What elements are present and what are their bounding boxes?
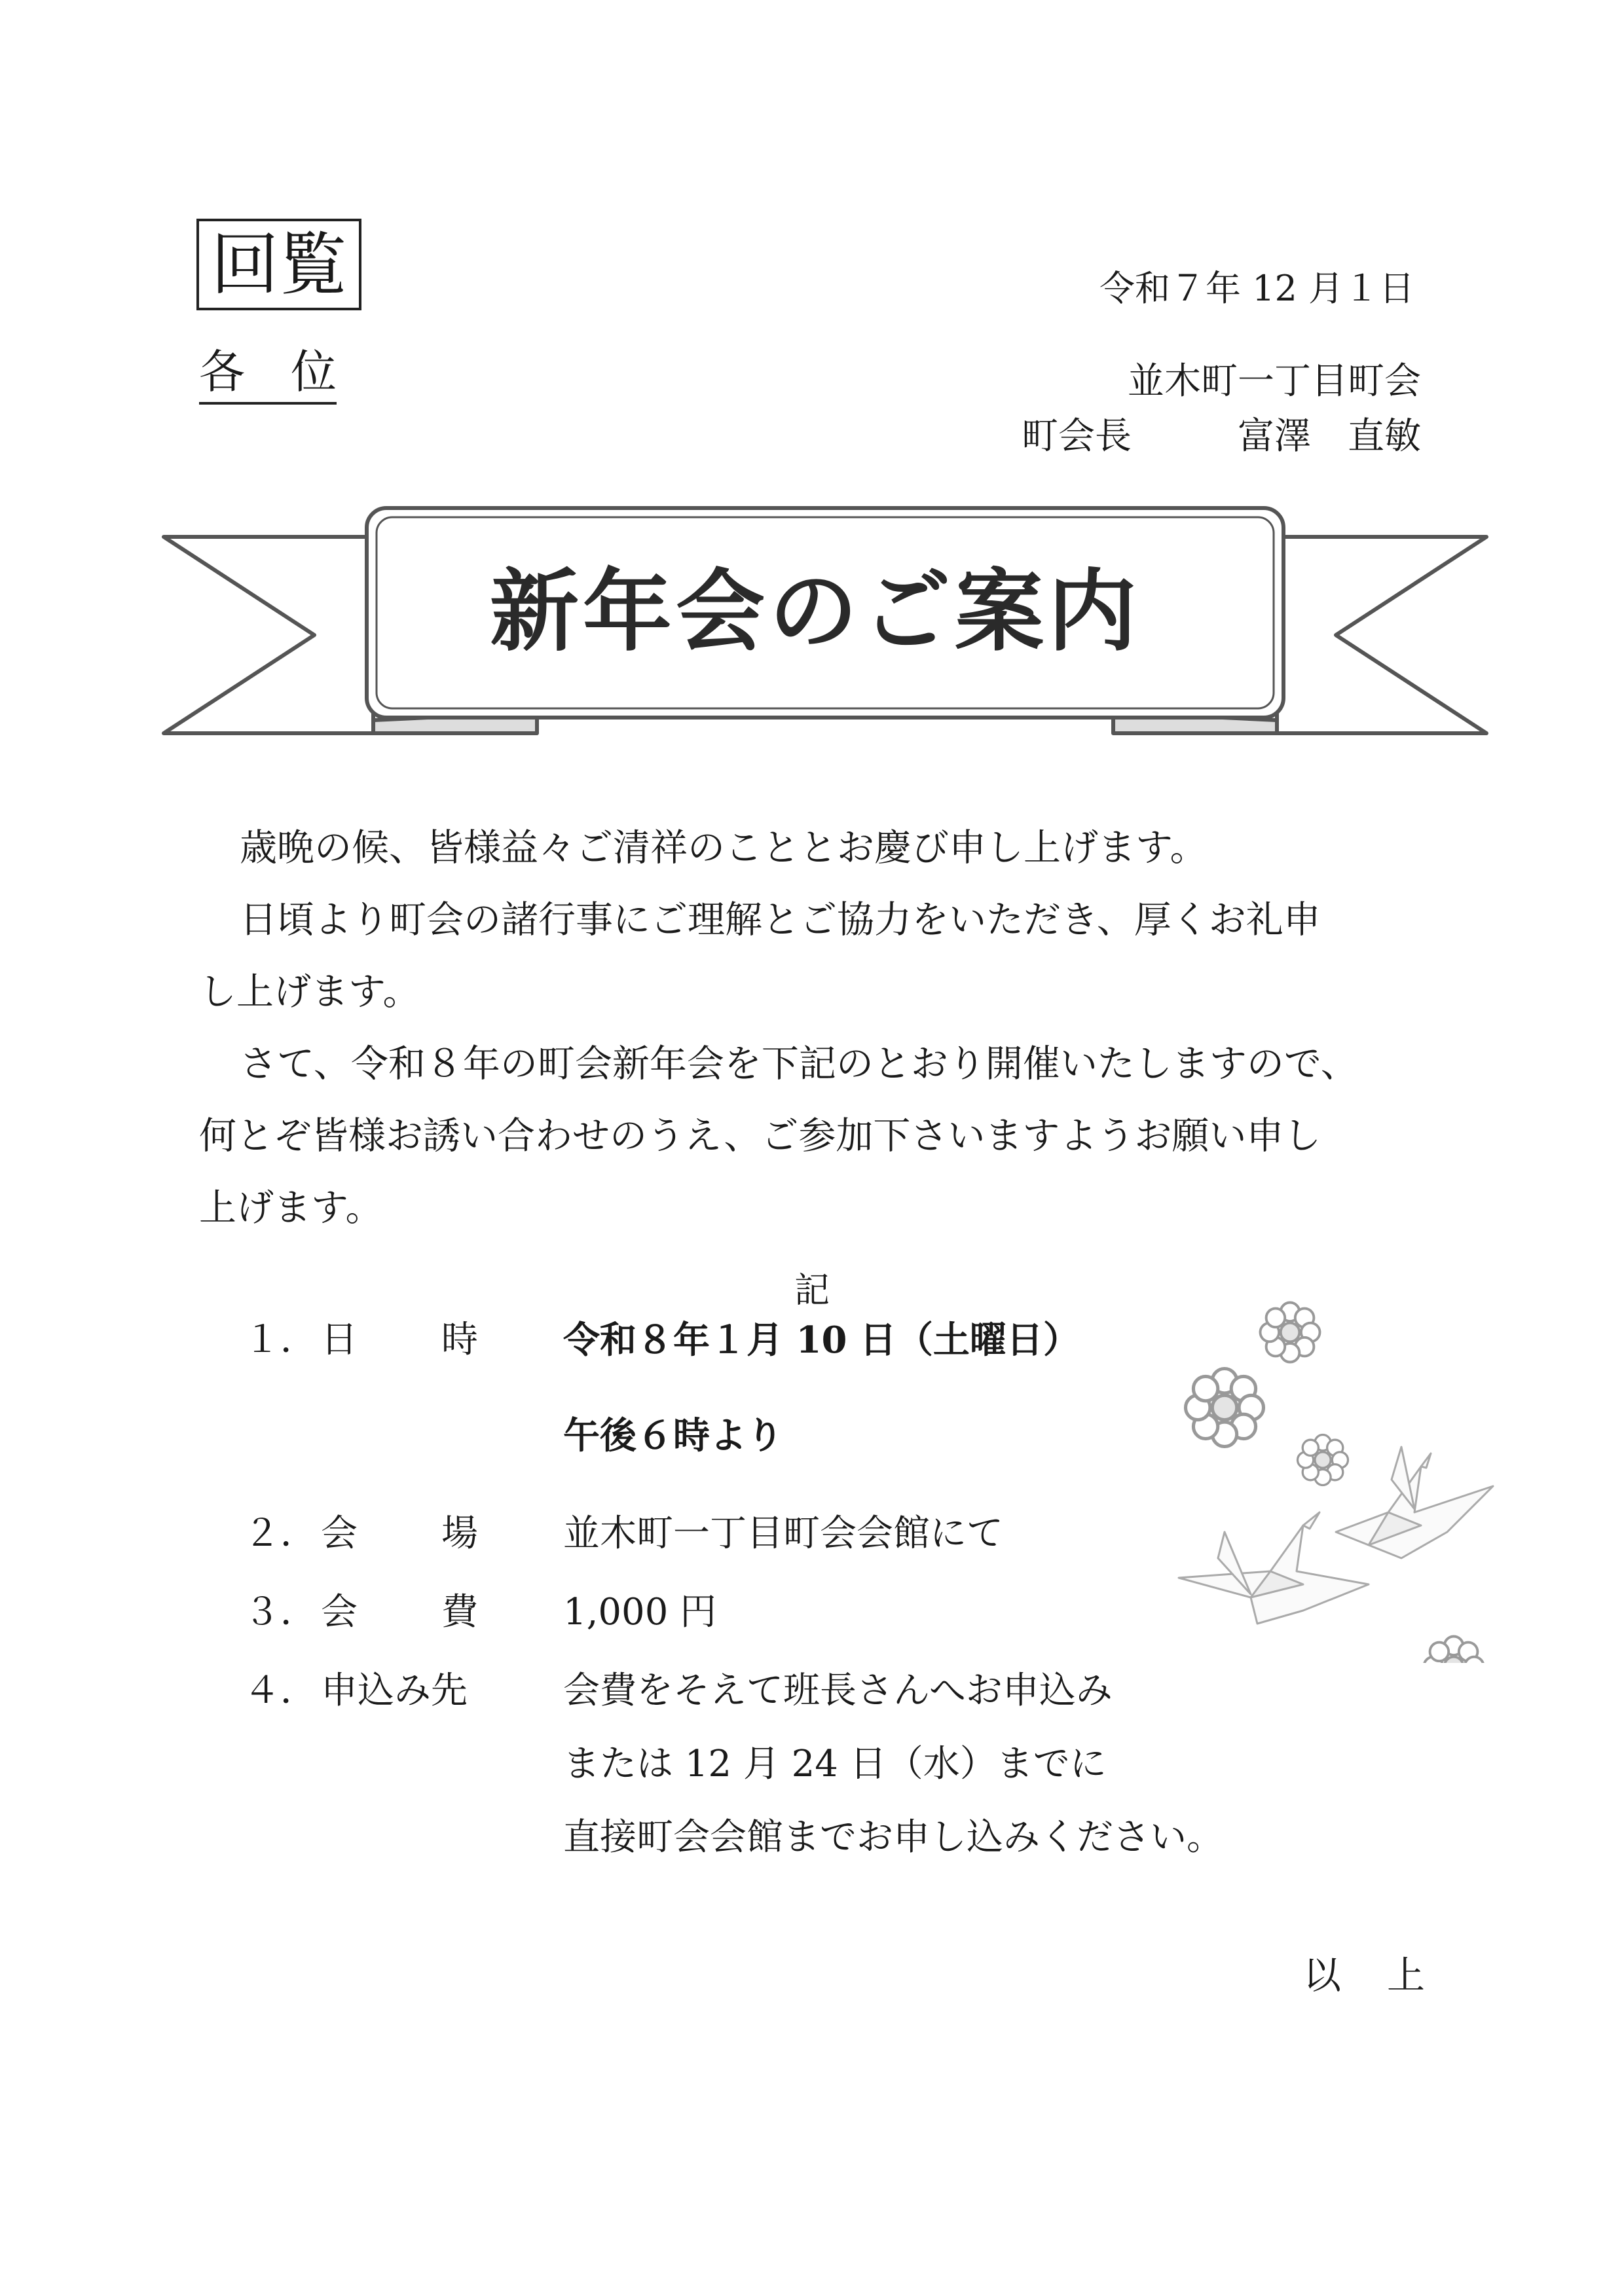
circulation-stamp: 回覧 — [196, 219, 361, 310]
item-number: １． — [244, 1319, 317, 1361]
item-label — [321, 1317, 478, 1363]
item-number: ２． — [244, 1512, 317, 1555]
chrysanthemum-icon — [1186, 1303, 1484, 1664]
item-label-part: 日 — [321, 1319, 358, 1361]
item-label-part: 場 — [441, 1512, 478, 1555]
item-label — [321, 1511, 478, 1557]
banner-title: 新年会のご案内 — [490, 560, 1141, 664]
item-label-part: 会 — [321, 1512, 358, 1555]
body-line: さて、令和８年の町会新年会を下記のとおり開催いたしますので、 — [240, 1042, 1358, 1085]
body-line: し上げます。 — [199, 970, 420, 1013]
item-number: ４． — [244, 1669, 317, 1712]
body-line: 日頃より町会の諸行事にご理解とご協力をいただき、厚くお礼申 — [240, 898, 1321, 941]
body-text — [199, 812, 1443, 1244]
item-value: 直接町会会館までお申し込みください。 — [563, 1816, 1223, 1859]
item-label-part: 会 — [321, 1591, 358, 1633]
item-label — [321, 1668, 478, 1714]
item-value: 1,000 円 — [563, 1591, 717, 1633]
notice-heading: 記 — [794, 1269, 830, 1311]
chairman-name: 富澤 直敏 — [1238, 415, 1421, 458]
closing-mark — [1303, 1944, 1425, 1999]
organization-name: 並木町一丁目町会 — [1128, 360, 1421, 403]
issue-date: 令和７年 12 月１日 — [1099, 268, 1414, 309]
closing-char-1: 以 — [1303, 1953, 1342, 1997]
item-value: 午後６時より — [563, 1414, 783, 1457]
item-value: 会費をそえて班長さんへお申込み — [563, 1669, 1113, 1712]
item-value: 令和８年１月 10 日（土曜日） — [563, 1319, 1080, 1362]
item-label-part: 時 — [441, 1319, 478, 1361]
decoration-illustration — [1172, 1296, 1539, 1663]
closing-char-2: 上 — [1387, 1953, 1426, 1997]
item-label-part: 費 — [441, 1591, 478, 1633]
body-line: 上げます。 — [199, 1186, 383, 1230]
body-line: 何とぞ皆様お誘い合わせのうえ、ご参加下さいますようお願い申し — [199, 1114, 1321, 1157]
body-line: 歳晩の候、皆様益々ご清祥のこととお慶び申し上げます。 — [240, 826, 1208, 869]
chairman-title: 町会長 — [1022, 415, 1132, 458]
addressee-text: 各 位 — [199, 345, 337, 399]
item-value: または 12 月 24 日（水）までに — [563, 1743, 1107, 1785]
item-label — [321, 1590, 478, 1635]
addressee — [199, 346, 337, 405]
item-number: ３． — [244, 1591, 317, 1633]
item-label-part: 申込み先 — [321, 1669, 468, 1712]
item-value: 並木町一丁目町会会館にて — [563, 1512, 1003, 1555]
